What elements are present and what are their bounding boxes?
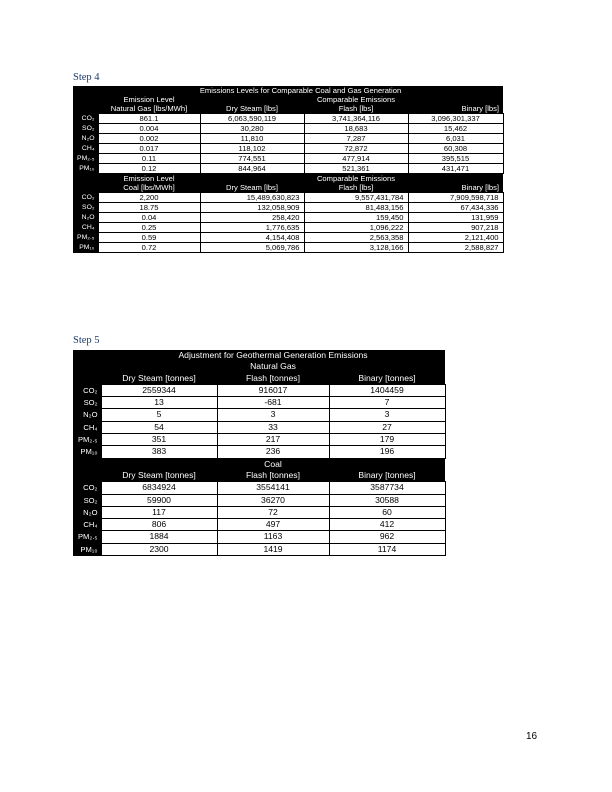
table-row	[73, 124, 503, 134]
dry-steam-value: 774,551	[200, 154, 304, 164]
dry-steam-value: 258,420	[200, 213, 304, 223]
table-row	[73, 482, 445, 494]
dry-steam-value: 6834924	[101, 482, 217, 494]
flash-value: 159,450	[304, 213, 408, 223]
table-row	[73, 114, 503, 124]
table-title: Adjustment for Geothermal Generation Emissions	[101, 350, 445, 361]
flash-value: 1,096,222	[304, 223, 408, 233]
pollutant-label: CO₂	[73, 482, 101, 494]
table-row	[73, 519, 445, 531]
table-row	[73, 213, 503, 223]
emission-rate: 0.59	[98, 233, 200, 243]
dry-steam-value: 844,964	[200, 164, 304, 174]
empty-cell	[73, 458, 101, 470]
table-row	[73, 233, 503, 243]
flash-value: 72	[217, 506, 329, 518]
flash-column-header: Flash [lbs]	[304, 104, 408, 114]
pollutant-label: SO₂	[73, 124, 98, 134]
binary-value: 1404459	[329, 384, 445, 396]
pollutant-label: PM₁₀	[73, 543, 101, 555]
empty-cell	[73, 361, 101, 372]
flash-column-header: Flash [tonnes]	[217, 373, 329, 385]
emission-rate: 2,200	[98, 193, 200, 203]
table-row	[73, 134, 503, 144]
empty-cell	[73, 174, 98, 184]
table-row	[73, 543, 445, 555]
dry-steam-value: 806	[101, 519, 217, 531]
table-row	[73, 144, 503, 154]
empty-cell	[73, 350, 101, 361]
empty-cell	[73, 86, 98, 95]
pollutant-label: PM₁₀	[73, 243, 98, 253]
emission-rate: 18.75	[98, 203, 200, 213]
flash-value: 9,557,431,784	[304, 193, 408, 203]
table-row	[73, 384, 445, 396]
pollutant-label: PM₂.₅	[73, 434, 101, 446]
table-row	[73, 203, 503, 213]
rate-column-header: Coal [lbs/MWh]	[98, 183, 200, 193]
binary-column-header: Binary [tonnes]	[329, 373, 445, 385]
comparable-emissions-header: Comparable Emissions	[304, 174, 408, 184]
binary-value: 179	[329, 434, 445, 446]
coal-column-header-row	[73, 183, 503, 193]
dry-steam-value: 6,063,590,119	[200, 114, 304, 124]
table-row	[73, 193, 503, 203]
flash-value: 497	[217, 519, 329, 531]
flash-value: 3,741,364,116	[304, 114, 408, 124]
empty-cell	[408, 174, 503, 184]
empty-cell	[73, 373, 101, 385]
dry-steam-value: 13	[101, 397, 217, 409]
pollutant-label: PM₁₀	[73, 164, 98, 174]
empty-cell	[73, 183, 98, 193]
empty-cell	[73, 95, 98, 104]
binary-value: 1174	[329, 543, 445, 555]
dry-steam-value: 1,776,635	[200, 223, 304, 233]
binary-value: 27	[329, 421, 445, 433]
dry-steam-value: 351	[101, 434, 217, 446]
dry-steam-value: 54	[101, 421, 217, 433]
pollutant-label: CH₄	[73, 144, 98, 154]
dry-steam-value: 5	[101, 409, 217, 421]
flash-value: 477,914	[304, 154, 408, 164]
table-row	[73, 154, 503, 164]
pollutant-label: SO₂	[73, 397, 101, 409]
flash-value: 1163	[217, 531, 329, 543]
table-row	[73, 446, 445, 458]
flash-value: 2,563,358	[304, 233, 408, 243]
flash-value: 7,287	[304, 134, 408, 144]
gas-column-header-row	[73, 104, 503, 114]
pollutant-label: CO₂	[73, 384, 101, 396]
pollutant-label: CO₂	[73, 114, 98, 124]
table-row	[73, 243, 503, 253]
empty-cell	[408, 95, 503, 104]
binary-value: 6,031	[408, 134, 503, 144]
dry-steam-value: 118,102	[200, 144, 304, 154]
geothermal-adjustment-table	[73, 350, 446, 556]
coal-section-row	[73, 458, 445, 470]
dry-steam-column-header: Dry Steam [lbs]	[200, 183, 304, 193]
binary-value: 60,308	[408, 144, 503, 154]
flash-value: 3554141	[217, 482, 329, 494]
flash-value: 3,128,166	[304, 243, 408, 253]
table-title-row	[73, 350, 445, 361]
emission-rate: 0.25	[98, 223, 200, 233]
table-row	[73, 397, 445, 409]
dry-steam-value: 2559344	[101, 384, 217, 396]
binary-column-header: Binary [lbs]	[408, 183, 503, 193]
dry-steam-column-header: Dry Steam [tonnes]	[101, 373, 217, 385]
gas-header-row	[73, 95, 503, 104]
binary-value: 7	[329, 397, 445, 409]
flash-value: 217	[217, 434, 329, 446]
binary-value: 431,471	[408, 164, 503, 174]
gas-column-header-row	[73, 373, 445, 385]
binary-value: 412	[329, 519, 445, 531]
flash-value: 33	[217, 421, 329, 433]
table-title-row	[73, 86, 503, 95]
flash-value: 236	[217, 446, 329, 458]
dry-steam-value: 1884	[101, 531, 217, 543]
binary-value: 15,462	[408, 124, 503, 134]
dry-steam-value: 117	[101, 506, 217, 518]
flash-value: 36270	[217, 494, 329, 506]
binary-value: 3587734	[329, 482, 445, 494]
dry-steam-value: 4,154,408	[200, 233, 304, 243]
emission-rate: 0.017	[98, 144, 200, 154]
binary-value: 3	[329, 409, 445, 421]
emission-rate: 0.004	[98, 124, 200, 134]
flash-column-header: Flash [lbs]	[304, 183, 408, 193]
dry-steam-column-header: Dry Steam [lbs]	[200, 104, 304, 114]
comparable-emissions-header: Comparable Emissions	[304, 95, 408, 104]
dry-steam-value: 2300	[101, 543, 217, 555]
binary-value: 30588	[329, 494, 445, 506]
dry-steam-value: 30,280	[200, 124, 304, 134]
pollutant-label: SO₂	[73, 203, 98, 213]
empty-cell	[200, 174, 304, 184]
table-title: Emissions Levels for Comparable Coal and Gas Generation	[98, 86, 503, 95]
flash-value: -681	[217, 397, 329, 409]
empty-cell	[200, 95, 304, 104]
rate-column-header: Natural Gas [lbs/MWh]	[98, 104, 200, 114]
empty-cell	[73, 104, 98, 114]
binary-value: 962	[329, 531, 445, 543]
dry-steam-value: 59900	[101, 494, 217, 506]
flash-value: 81,483,156	[304, 203, 408, 213]
binary-value: 907,218	[408, 223, 503, 233]
flash-column-header: Flash [tonnes]	[217, 470, 329, 482]
table-row	[73, 421, 445, 433]
binary-column-header: Binary [tonnes]	[329, 470, 445, 482]
pollutant-label: PM₂.₅	[73, 233, 98, 243]
table-row	[73, 531, 445, 543]
dry-steam-column-header: Dry Steam [tonnes]	[101, 470, 217, 482]
binary-value: 395,515	[408, 154, 503, 164]
binary-value: 2,121,400	[408, 233, 503, 243]
binary-column-header: Binary [lbs]	[408, 104, 503, 114]
binary-value: 196	[329, 446, 445, 458]
step4-heading: Step 4	[73, 72, 100, 83]
emission-rate: 0.04	[98, 213, 200, 223]
dry-steam-value: 5,069,786	[200, 243, 304, 253]
flash-value: 521,361	[304, 164, 408, 174]
pollutant-label: CH₄	[73, 519, 101, 531]
gas-section-row	[73, 361, 445, 372]
emission-rate: 861.1	[98, 114, 200, 124]
pollutant-label: SO₂	[73, 494, 101, 506]
table-row	[73, 494, 445, 506]
pollutant-label: N₂O	[73, 213, 98, 223]
coal-header-row	[73, 174, 503, 184]
section-title: Natural Gas	[101, 361, 445, 372]
coal-column-header-row	[73, 470, 445, 482]
emission-rate: 0.002	[98, 134, 200, 144]
flash-value: 916017	[217, 384, 329, 396]
dry-steam-value: 11,810	[200, 134, 304, 144]
emission-rate: 0.72	[98, 243, 200, 253]
comparable-emissions-table	[73, 86, 504, 253]
flash-value: 18,683	[304, 124, 408, 134]
section-title: Coal	[101, 458, 445, 470]
dry-steam-value: 383	[101, 446, 217, 458]
pollutant-label: CH₄	[73, 223, 98, 233]
binary-value: 7,909,598,718	[408, 193, 503, 203]
emission-rate: 0.11	[98, 154, 200, 164]
binary-value: 131,959	[408, 213, 503, 223]
pollutant-label: CO₂	[73, 193, 98, 203]
binary-value: 60	[329, 506, 445, 518]
emission-rate: 0.12	[98, 164, 200, 174]
empty-cell	[73, 470, 101, 482]
pollutant-label: N₂O	[73, 506, 101, 518]
flash-value: 72,872	[304, 144, 408, 154]
table-row	[73, 506, 445, 518]
pollutant-label: CH₄	[73, 421, 101, 433]
binary-value: 2,588,827	[408, 243, 503, 253]
pollutant-label: PM₁₀	[73, 446, 101, 458]
dry-steam-value: 132,058,909	[200, 203, 304, 213]
flash-value: 1419	[217, 543, 329, 555]
pollutant-label: PM₂.₅	[73, 154, 98, 164]
emission-level-header: Emission Level	[98, 95, 200, 104]
page-number: 16	[526, 731, 538, 742]
table-row	[73, 434, 445, 446]
step5-heading: Step 5	[73, 335, 100, 346]
pollutant-label: N₂O	[73, 409, 101, 421]
dry-steam-value: 15,489,630,823	[200, 193, 304, 203]
binary-value: 67,434,336	[408, 203, 503, 213]
table-row	[73, 409, 445, 421]
flash-value: 3	[217, 409, 329, 421]
table-row	[73, 223, 503, 233]
emission-level-header: Emission Level	[98, 174, 200, 184]
table-row	[73, 164, 503, 174]
pollutant-label: N₂O	[73, 134, 98, 144]
binary-value: 3,096,301,337	[408, 114, 503, 124]
pollutant-label: PM₂.₅	[73, 531, 101, 543]
